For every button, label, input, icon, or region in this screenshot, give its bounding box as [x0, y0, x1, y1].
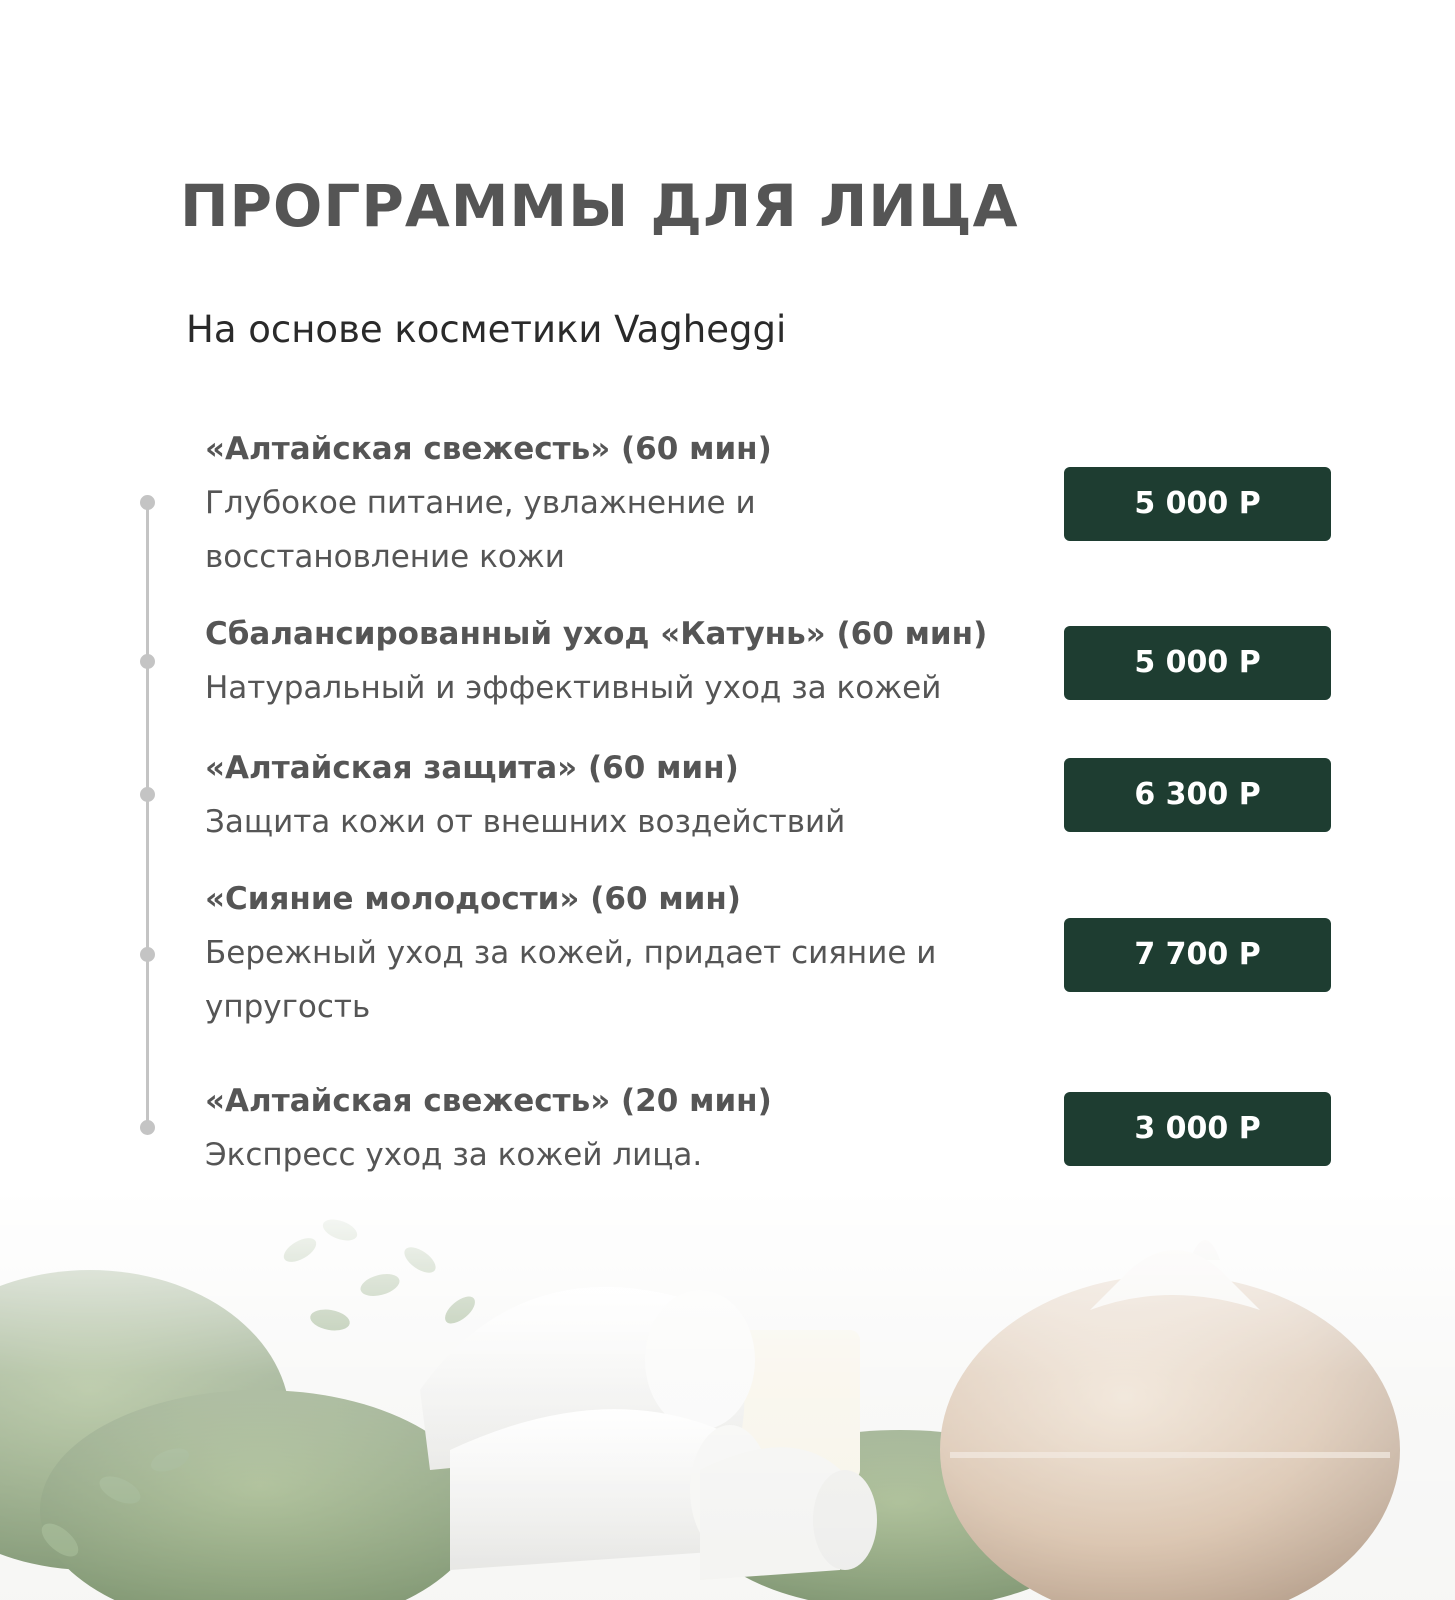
program-price-button[interactable]: 6 300 Р [1064, 758, 1331, 832]
program-description: Глубокое питание, увлажнение и восстановление кожи [205, 485, 756, 575]
program-price-button[interactable]: 5 000 Р [1064, 626, 1331, 700]
timeline-dot [140, 787, 155, 802]
program-item [205, 422, 995, 584]
program-item [205, 872, 995, 1034]
program-title: «Алтайская свежесть» (20 мин) [205, 1083, 772, 1119]
program-item [205, 741, 995, 849]
program-title: «Сияние молодости» (60 мин) [205, 881, 741, 917]
page-title: ПРОГРАММЫ ДЛЯ ЛИЦА [180, 172, 1019, 240]
program-title: «Алтайская защита» (60 мин) [205, 750, 739, 786]
program-price-button[interactable]: 3 000 Р [1064, 1092, 1331, 1166]
timeline-dot [140, 1120, 155, 1135]
program-description: Экспресс уход за кожей лица. [205, 1137, 703, 1173]
program-description: Защита кожи от внешних воздействий [205, 804, 846, 840]
spa-background-image [0, 1190, 1455, 1600]
program-item [205, 1074, 995, 1182]
page-subtitle: На основе косметики Vagheggi [186, 308, 787, 351]
program-price-button[interactable]: 7 700 Р [1064, 918, 1331, 992]
timeline-dot [140, 654, 155, 669]
timeline-dot [140, 495, 155, 510]
program-description: Бережный уход за кожей, придает сияние и упругость [205, 935, 937, 1025]
timeline-dot [140, 947, 155, 962]
program-title: «Алтайская свежесть» (60 мин) [205, 431, 772, 467]
timeline-line [146, 502, 149, 1128]
program-price-button[interactable]: 5 000 Р [1064, 467, 1331, 541]
program-description: Натуральный и эффективный уход за кожей [205, 670, 942, 706]
program-title: Сбалансированный уход «Катунь» (60 мин) [205, 616, 988, 652]
program-item [205, 607, 995, 715]
